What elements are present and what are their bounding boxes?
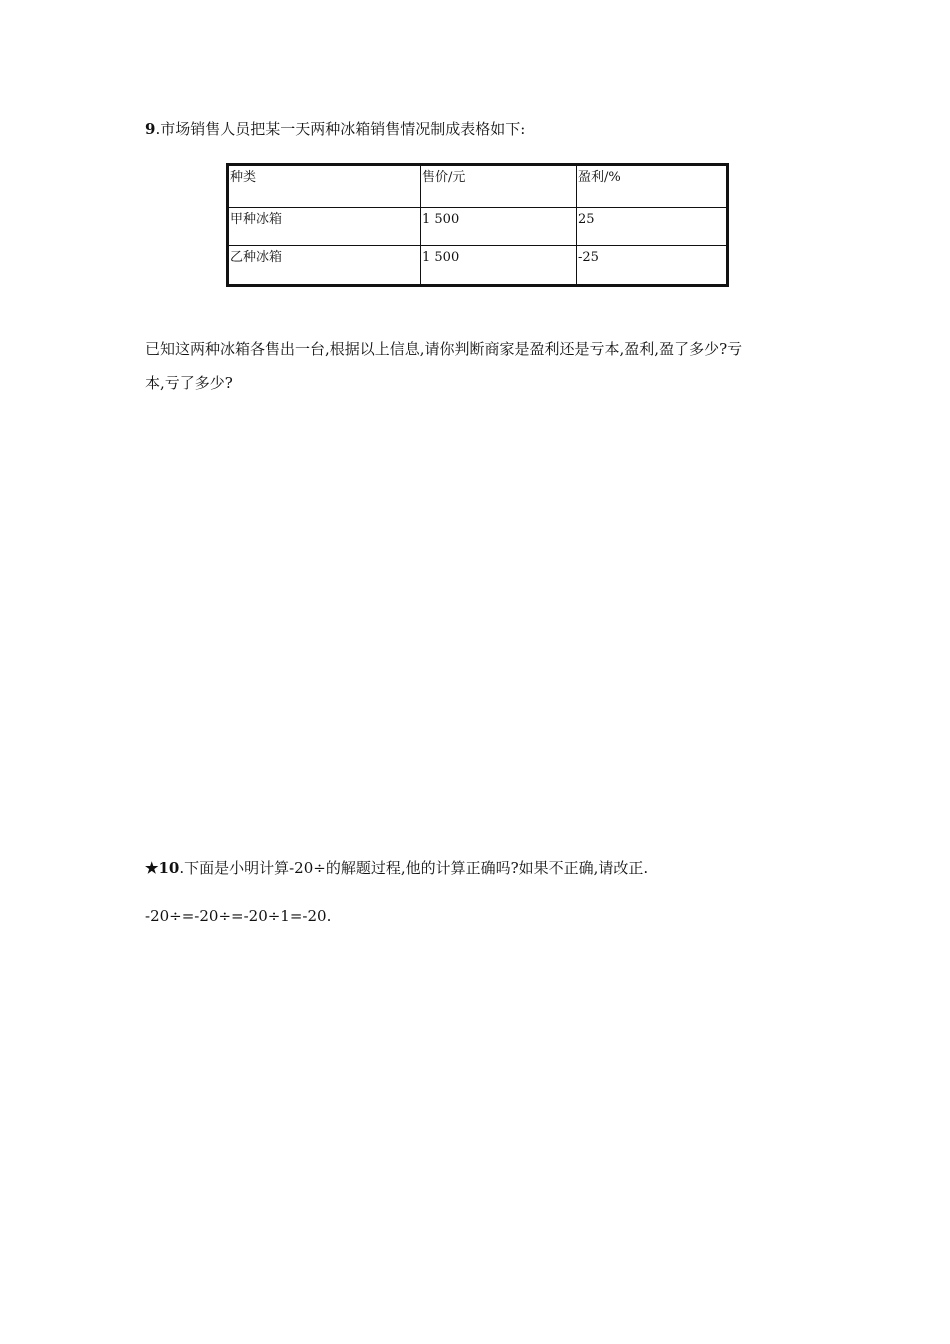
- table-cell: -25: [577, 246, 728, 286]
- table-header-cell: 售价/元: [421, 165, 577, 208]
- question-9-body-line-1: 已知这两种冰箱各售出一台,根据以上信息,请你判断商家是盈利还是亏本,盈利,盈了多少?亏: [145, 340, 743, 358]
- question-10-title: [145, 858, 648, 878]
- question-10-text: .下面是小明计算-20÷的解题过程,他的计算正确吗?如果不正确,请改正.: [179, 859, 649, 877]
- question-9-number: 9: [145, 120, 156, 138]
- table-header-cell: 盈利/%: [577, 165, 728, 208]
- table-header-row: [228, 165, 728, 208]
- table-cell: 1 500: [421, 208, 577, 246]
- question-9-body-line-2: 本,亏了多少?: [145, 374, 233, 392]
- question-10-work: -20÷=-20÷=-20÷1=-20.: [145, 907, 332, 925]
- question-9-title: [145, 119, 525, 139]
- table-cell: 25: [577, 208, 728, 246]
- question-10-number: ★10: [145, 859, 180, 877]
- table-cell: 甲种冰箱: [228, 208, 421, 246]
- table-row: [228, 246, 728, 286]
- sales-table: [226, 163, 729, 287]
- table-row: [228, 208, 728, 246]
- table-header-cell: 种类: [228, 165, 421, 208]
- question-9-text: .市场销售人员把某一天两种冰箱销售情况制成表格如下:: [155, 120, 526, 138]
- table-cell: 1 500: [421, 246, 577, 286]
- table-cell: 乙种冰箱: [228, 246, 421, 286]
